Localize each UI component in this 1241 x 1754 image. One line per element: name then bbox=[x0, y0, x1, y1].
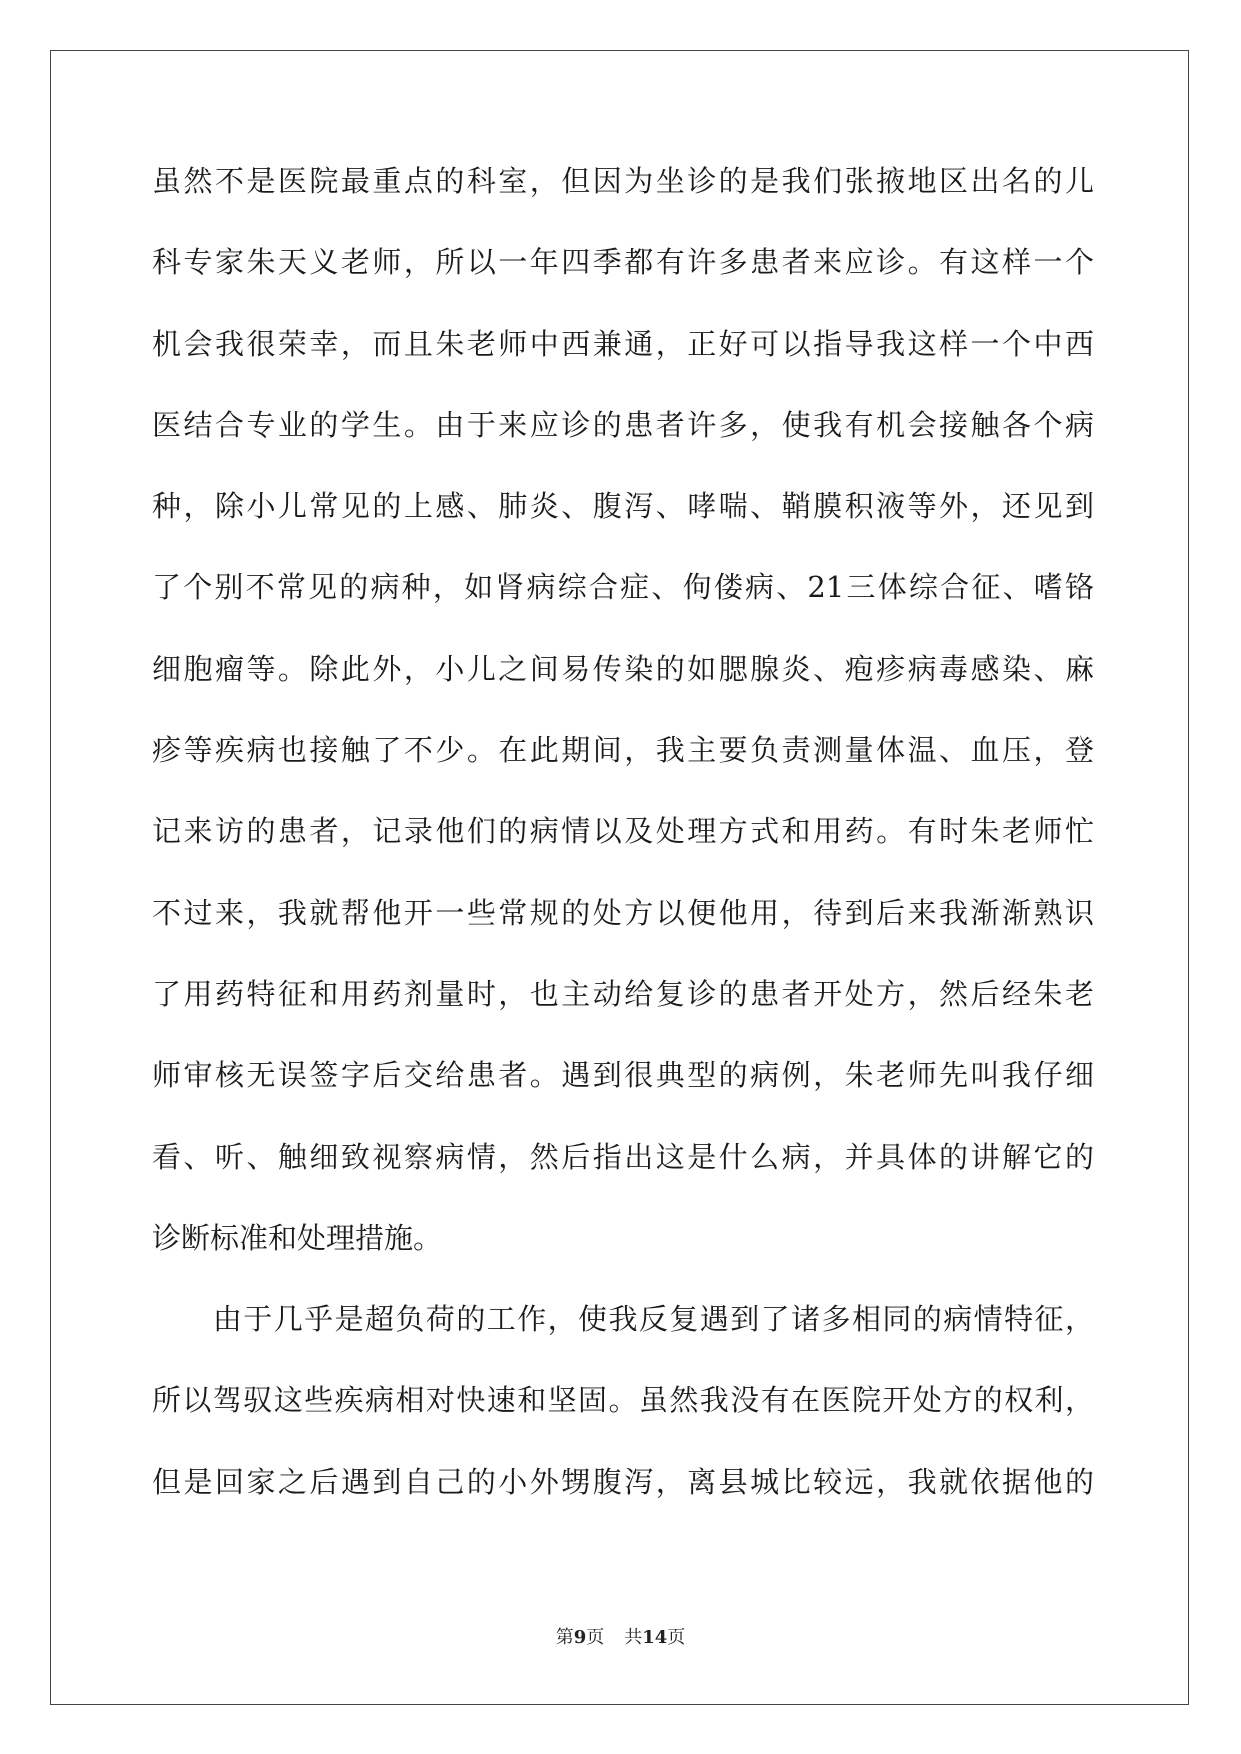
text-line: 细胞瘤等。除此外，小儿之间易传染的如腮腺炎、疱疹病毒感染、麻 bbox=[152, 651, 1094, 686]
text-line: 师审核无误签字后交给患者。遇到很典型的病例，朱老师先叫我仔细 bbox=[152, 1058, 1094, 1093]
page-total: 14 bbox=[642, 1627, 668, 1648]
document-body bbox=[152, 165, 1094, 1547]
text-line: 了个别不常见的病种，如肾病综合症、佝偻病、21三体综合征、嗜铬 bbox=[152, 570, 1094, 605]
text-line: 所以驾驭这些疾病相对快速和坚固。虽然我没有在医院开处方的权利， bbox=[152, 1383, 1094, 1418]
text-line: 诊断标准和处理措施。 bbox=[152, 1220, 443, 1255]
page-prefix: 第 bbox=[555, 1627, 574, 1648]
text-line: 机会我很荣幸，而且朱老师中西兼通，正好可以指导我这样一个中西 bbox=[152, 326, 1094, 361]
text-line: 虽然不是医院最重点的科室，但因为坐诊的是我们张掖地区出名的儿 bbox=[152, 164, 1094, 198]
page-mid: 页 bbox=[586, 1627, 605, 1648]
text-line: 不过来，我就帮他开一些常规的处方以便他用，待到后来我渐渐熟识 bbox=[152, 895, 1094, 930]
total-prefix: 共 bbox=[624, 1627, 643, 1648]
text-line: 种，除小儿常见的上感、肺炎、腹泻、哮喘、鞘膜积液等外，还见到 bbox=[152, 489, 1094, 524]
text-line: 由于几乎是超负荷的工作，使我反复遇到了诸多相同的病情特征， bbox=[152, 1302, 1094, 1337]
text-line: 看、听、触细致视察病情，然后指出这是什么病，并具体的讲解它的 bbox=[152, 1139, 1094, 1174]
text-line: 医结合专业的学生。由于来应诊的患者许多，使我有机会接触各个病 bbox=[152, 407, 1094, 442]
page-footer bbox=[0, 1627, 1241, 1649]
text-line: 疹等疾病也接触了不少。在此期间，我主要负责测量体温、血压，登 bbox=[152, 733, 1094, 768]
total-suffix: 页 bbox=[667, 1627, 686, 1648]
text-line: 科专家朱天义老师，所以一年四季都有许多患者来应诊。有这样一个 bbox=[152, 245, 1094, 280]
page-current: 9 bbox=[573, 1627, 587, 1648]
text-line: 记来访的患者，记录他们的病情以及处理方式和用药。有时朱老师忙 bbox=[152, 814, 1094, 849]
text-line: 但是回家之后遇到自己的小外甥腹泻，离县城比较远，我就依据他的 bbox=[152, 1464, 1094, 1499]
text-line: 了用药特征和用药剂量时，也主动给复诊的患者开处方，然后经朱老 bbox=[152, 976, 1094, 1011]
